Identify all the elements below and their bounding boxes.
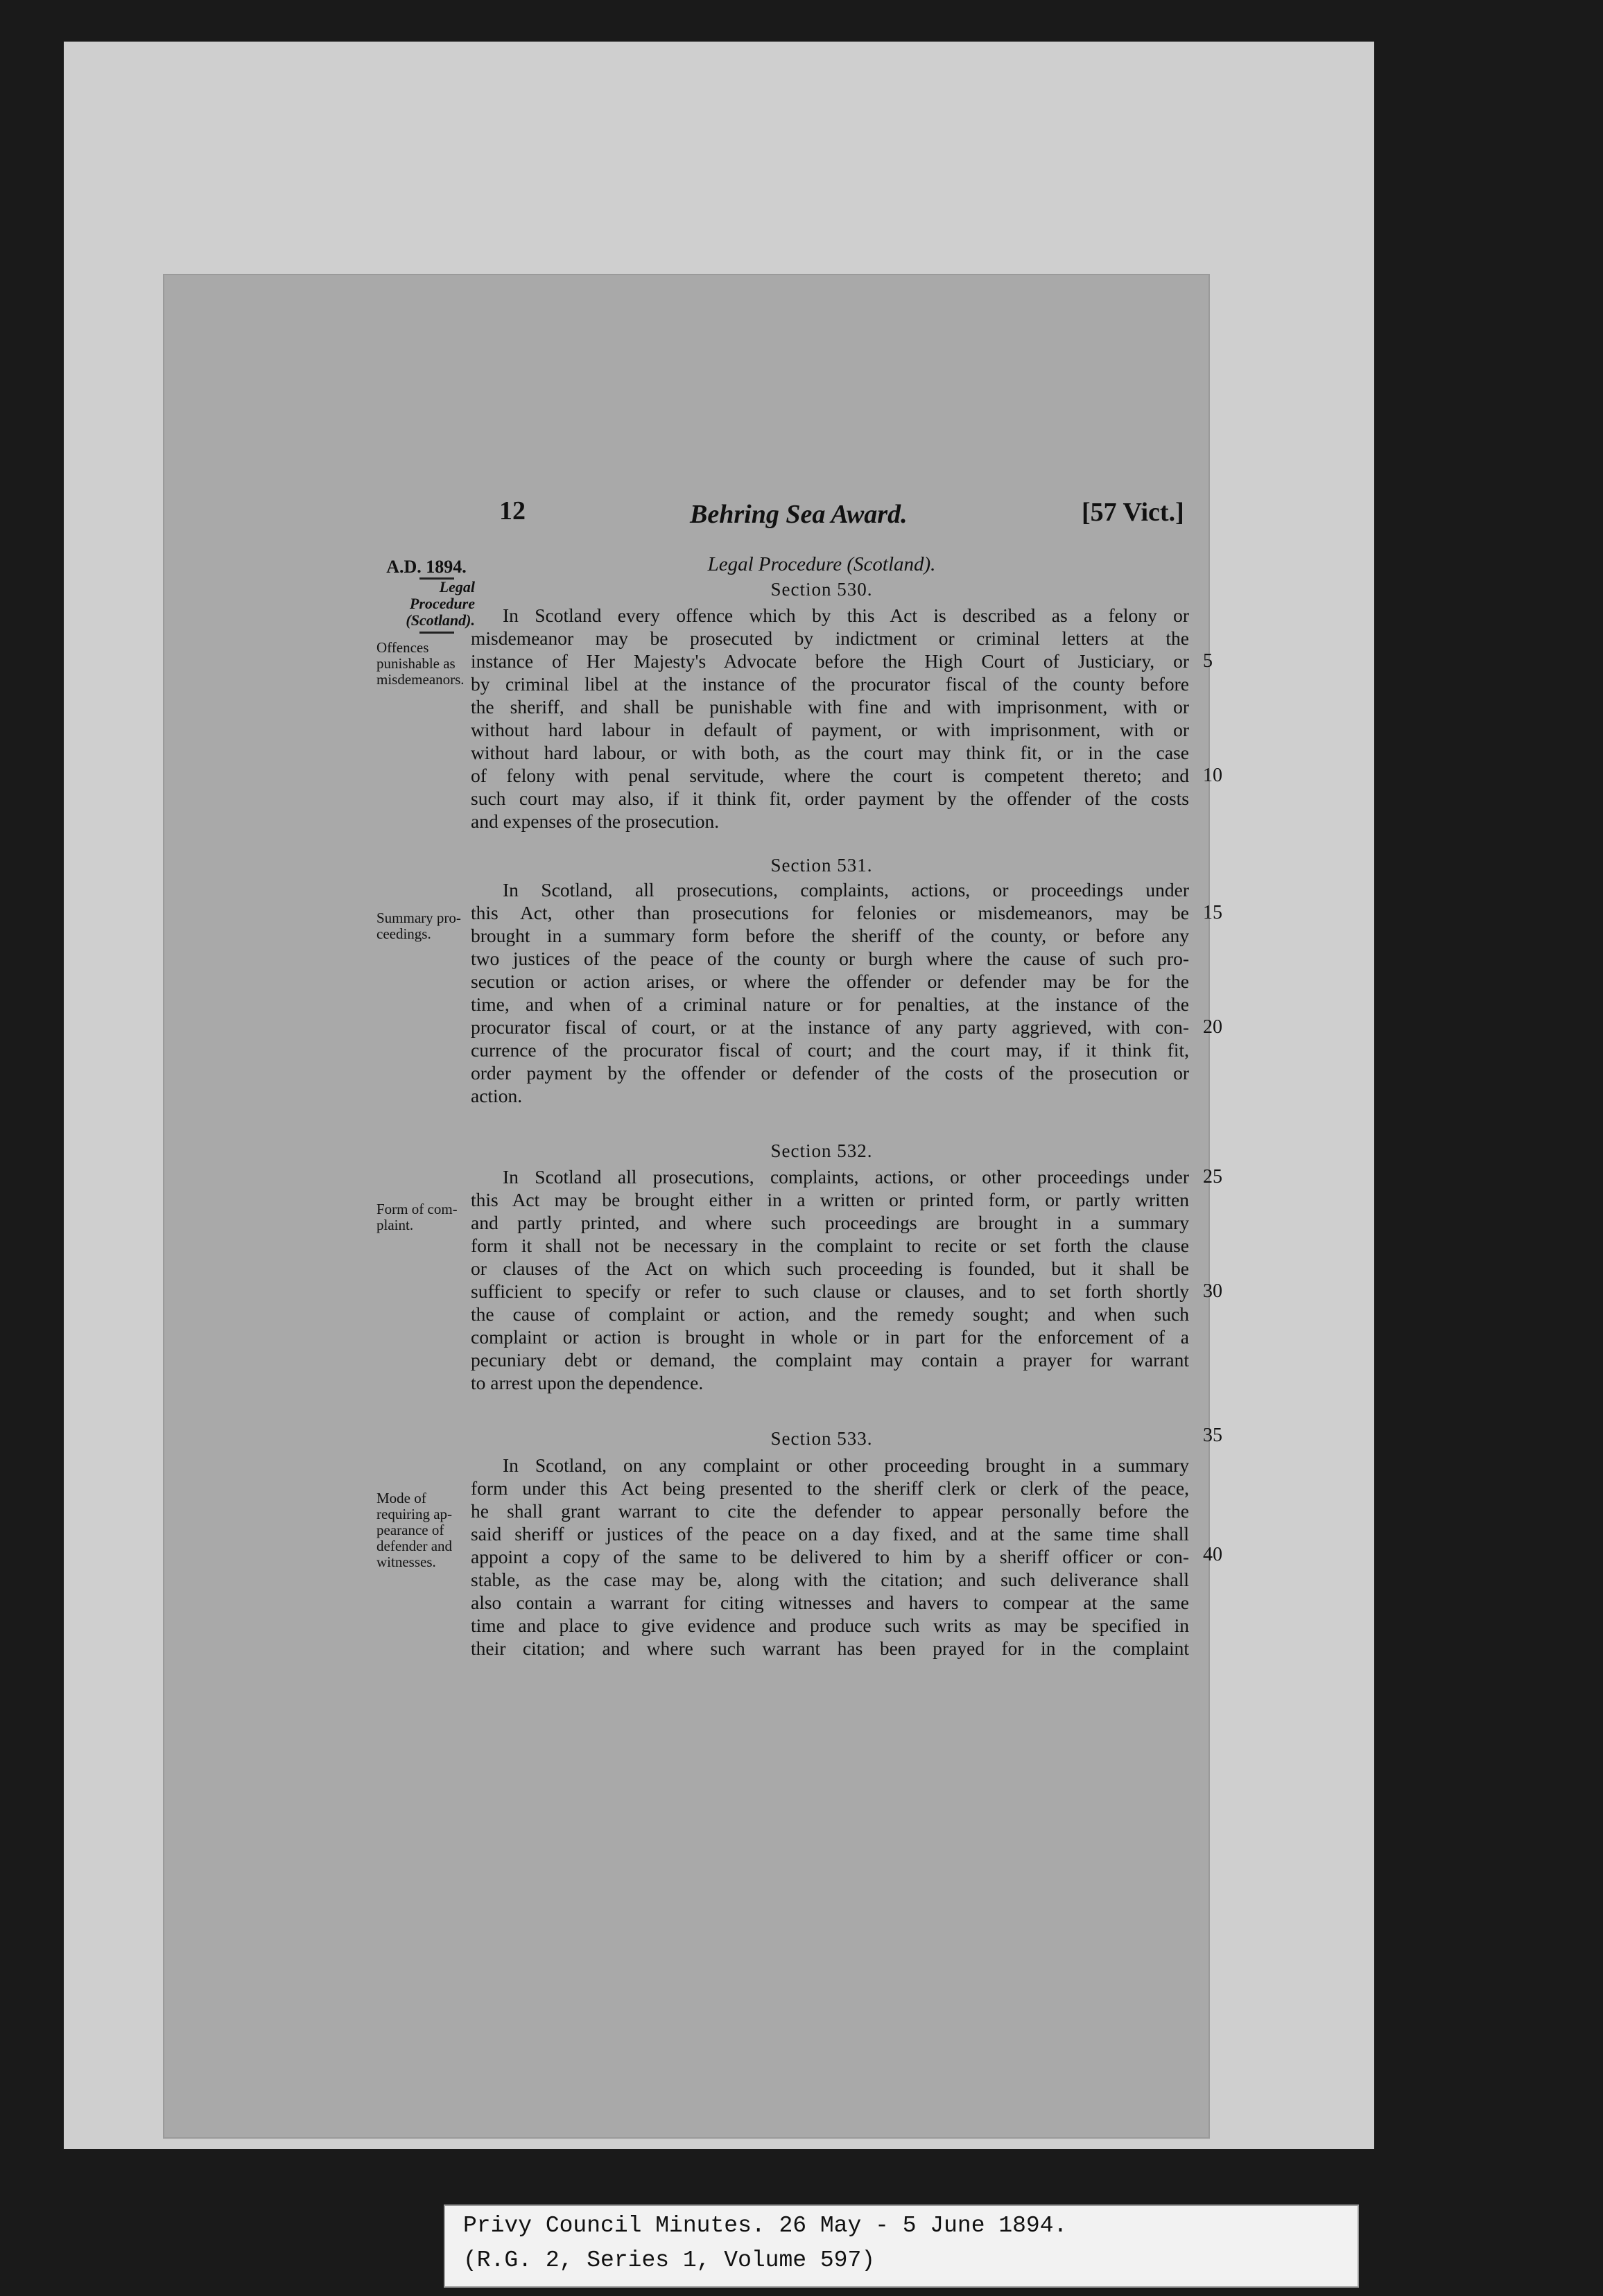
margin-topic-line: (Scotland). <box>406 611 475 629</box>
margin-note-offences <box>376 640 480 688</box>
margin-note-line: Summary pro- <box>376 910 461 926</box>
margin-topic <box>378 579 475 629</box>
archive-label-line: (R.G. 2, Series 1, Volume 597) <box>463 2247 876 2273</box>
margin-note-line: Offences <box>376 639 429 656</box>
body-line: pecuniary debt or demand, the complaint may contain a prayer for warrant <box>471 1349 1189 1371</box>
body-line: In Scotland all prosecutions, complaints, actions, or other proceedings under <box>503 1166 1189 1188</box>
body-line: of felony with penal servitude, where the court is competent thereto; and <box>471 765 1189 786</box>
body-line: or clauses of the Act on which such proceeding is founded, but it shall be <box>471 1258 1189 1279</box>
margin-note-line: pearance of <box>376 1522 444 1538</box>
line-number: 10 <box>1203 765 1222 786</box>
body-line: sufficient to specify or refer to such clause or clauses, and to set forth shortly <box>471 1280 1189 1302</box>
body-line: this Act, other than prosecutions for felonies or misdemeanors, may be <box>471 902 1189 923</box>
margin-rule <box>419 632 454 634</box>
archive-label-line: Privy Council Minutes. 26 May - 5 June 1894. <box>463 2213 1068 2238</box>
body-line: appoint a copy of the same to be delivered to him by a sheriff officer or con- <box>471 1546 1189 1567</box>
body-line: to arrest upon the dependence. <box>471 1372 704 1393</box>
body-line: stable, as the case may be, along with the citation; and such deliverance shall <box>471 1569 1189 1590</box>
body-line: said sheriff or justices of the peace on a day fixed, and at the same time shall <box>471 1523 1189 1545</box>
body-line: their citation; and where such warrant has been prayed for in the complaint <box>471 1637 1189 1659</box>
margin-note-mode <box>376 1490 480 1570</box>
margin-note-line: plaint. <box>376 1217 414 1233</box>
archive-label <box>444 2204 1359 2288</box>
body-line: complaint or action is brought in whole or in part for the enforcement of a <box>471 1326 1189 1348</box>
body-line: instance of Her Majesty's Advocate before the High Court of Justiciary, or <box>471 650 1189 672</box>
body-line: and partly printed, and where such proceedings are brought in a summary <box>471 1212 1189 1233</box>
margin-note-line: Form of com- <box>376 1201 458 1217</box>
body-line: time and place to give evidence and produce such writs as may be specified in <box>471 1615 1189 1636</box>
body-line: order payment by the offender or defender of the costs of the prosecution or <box>471 1062 1189 1084</box>
body-line: In Scotland every offence which by this Act is described as a felony or <box>503 605 1189 626</box>
body-line: procurator fiscal of court, or at the instance of any party aggrieved, with con- <box>471 1016 1189 1038</box>
body-line: without hard labour, or with both, as the court may think fit, or in the case <box>471 742 1189 763</box>
body-line: In Scotland, on any complaint or other proceeding brought in a summary <box>503 1454 1189 1476</box>
running-title: Behring Sea Award. <box>690 500 908 529</box>
line-number: 20 <box>1203 1016 1222 1038</box>
regnal-year: [57 Vict.] <box>1082 498 1184 527</box>
line-number: 15 <box>1203 902 1222 923</box>
section-heading: Section 532. <box>770 1140 873 1161</box>
page-number: 12 <box>499 496 526 525</box>
line-number: 25 <box>1203 1166 1222 1188</box>
body-line: time, and when of a criminal nature or for penalties, at the instance of the <box>471 993 1189 1015</box>
margin-topic-line: Legal <box>439 578 475 595</box>
body-line: such court may also, if it think fit, order payment by the offender of the costs <box>471 788 1189 809</box>
line-number: 40 <box>1203 1544 1222 1565</box>
body-line: without hard labour in default of payment, or with imprisonment, with or <box>471 719 1189 740</box>
margin-note-line: Mode of <box>376 1490 426 1506</box>
margin-note-line: defender and <box>376 1538 453 1554</box>
line-number: 30 <box>1203 1280 1222 1302</box>
body-line: secution or action arises, or where the offender or defender may be for the <box>471 971 1189 992</box>
body-line: he shall grant warrant to cite the defender to appear personally before the <box>471 1500 1189 1522</box>
document-page <box>163 274 1222 2139</box>
body-line: two justices of the peace of the county or burgh where the cause of such pro- <box>471 948 1189 969</box>
body-line: In Scotland, all prosecutions, complaints, actions, or proceedings under <box>503 879 1189 901</box>
body-line: the cause of complaint or action, and the remedy sought; and when such <box>471 1303 1189 1325</box>
margin-year: A.D. 1894. <box>386 557 467 577</box>
part-heading: Legal Procedure (Scotland). <box>707 553 936 575</box>
body-line: this Act may be brought either in a written or printed form, or partly written <box>471 1189 1189 1210</box>
body-line: action. <box>471 1085 523 1106</box>
margin-note-line: ceedings. <box>376 925 431 942</box>
section-heading: Section 530. <box>770 579 873 600</box>
body-line: and expenses of the prosecution. <box>471 810 720 832</box>
body-line: form under this Act being presented to the sheriff clerk or clerk of the peace, <box>471 1477 1189 1499</box>
body-line: misdemeanor may be prosecuted by indictment or criminal letters at the <box>471 627 1189 649</box>
margin-note-line: witnesses. <box>376 1554 436 1570</box>
section-heading: Section 533. <box>770 1428 873 1449</box>
section-heading: Section 531. <box>770 855 873 876</box>
margin-note-line: requiring ap- <box>376 1506 453 1522</box>
body-line: currence of the procurator fiscal of court; and the court may, if it think fit, <box>471 1039 1189 1061</box>
body-line: the sheriff, and shall be punishable with fine and with imprisonment, with or <box>471 696 1189 718</box>
margin-note-line: punishable as <box>376 655 456 672</box>
body-line: by criminal libel at the instance of the procurator fiscal of the county before <box>471 673 1189 695</box>
line-number: 35 <box>1203 1425 1222 1446</box>
margin-note-form <box>376 1201 480 1233</box>
body-line: also contain a warrant for citing witnesses and havers to compear at the same <box>471 1592 1189 1613</box>
line-number: 5 <box>1203 650 1213 672</box>
margin-note-line: misdemeanors. <box>376 671 465 688</box>
body-line: brought in a summary form before the sheriff of the county, or before any <box>471 925 1189 946</box>
margin-note-summary <box>376 910 480 942</box>
margin-topic-line: Procedure <box>409 595 475 612</box>
body-line: form it shall not be necessary in the complaint to recite or set forth the clause <box>471 1235 1189 1256</box>
